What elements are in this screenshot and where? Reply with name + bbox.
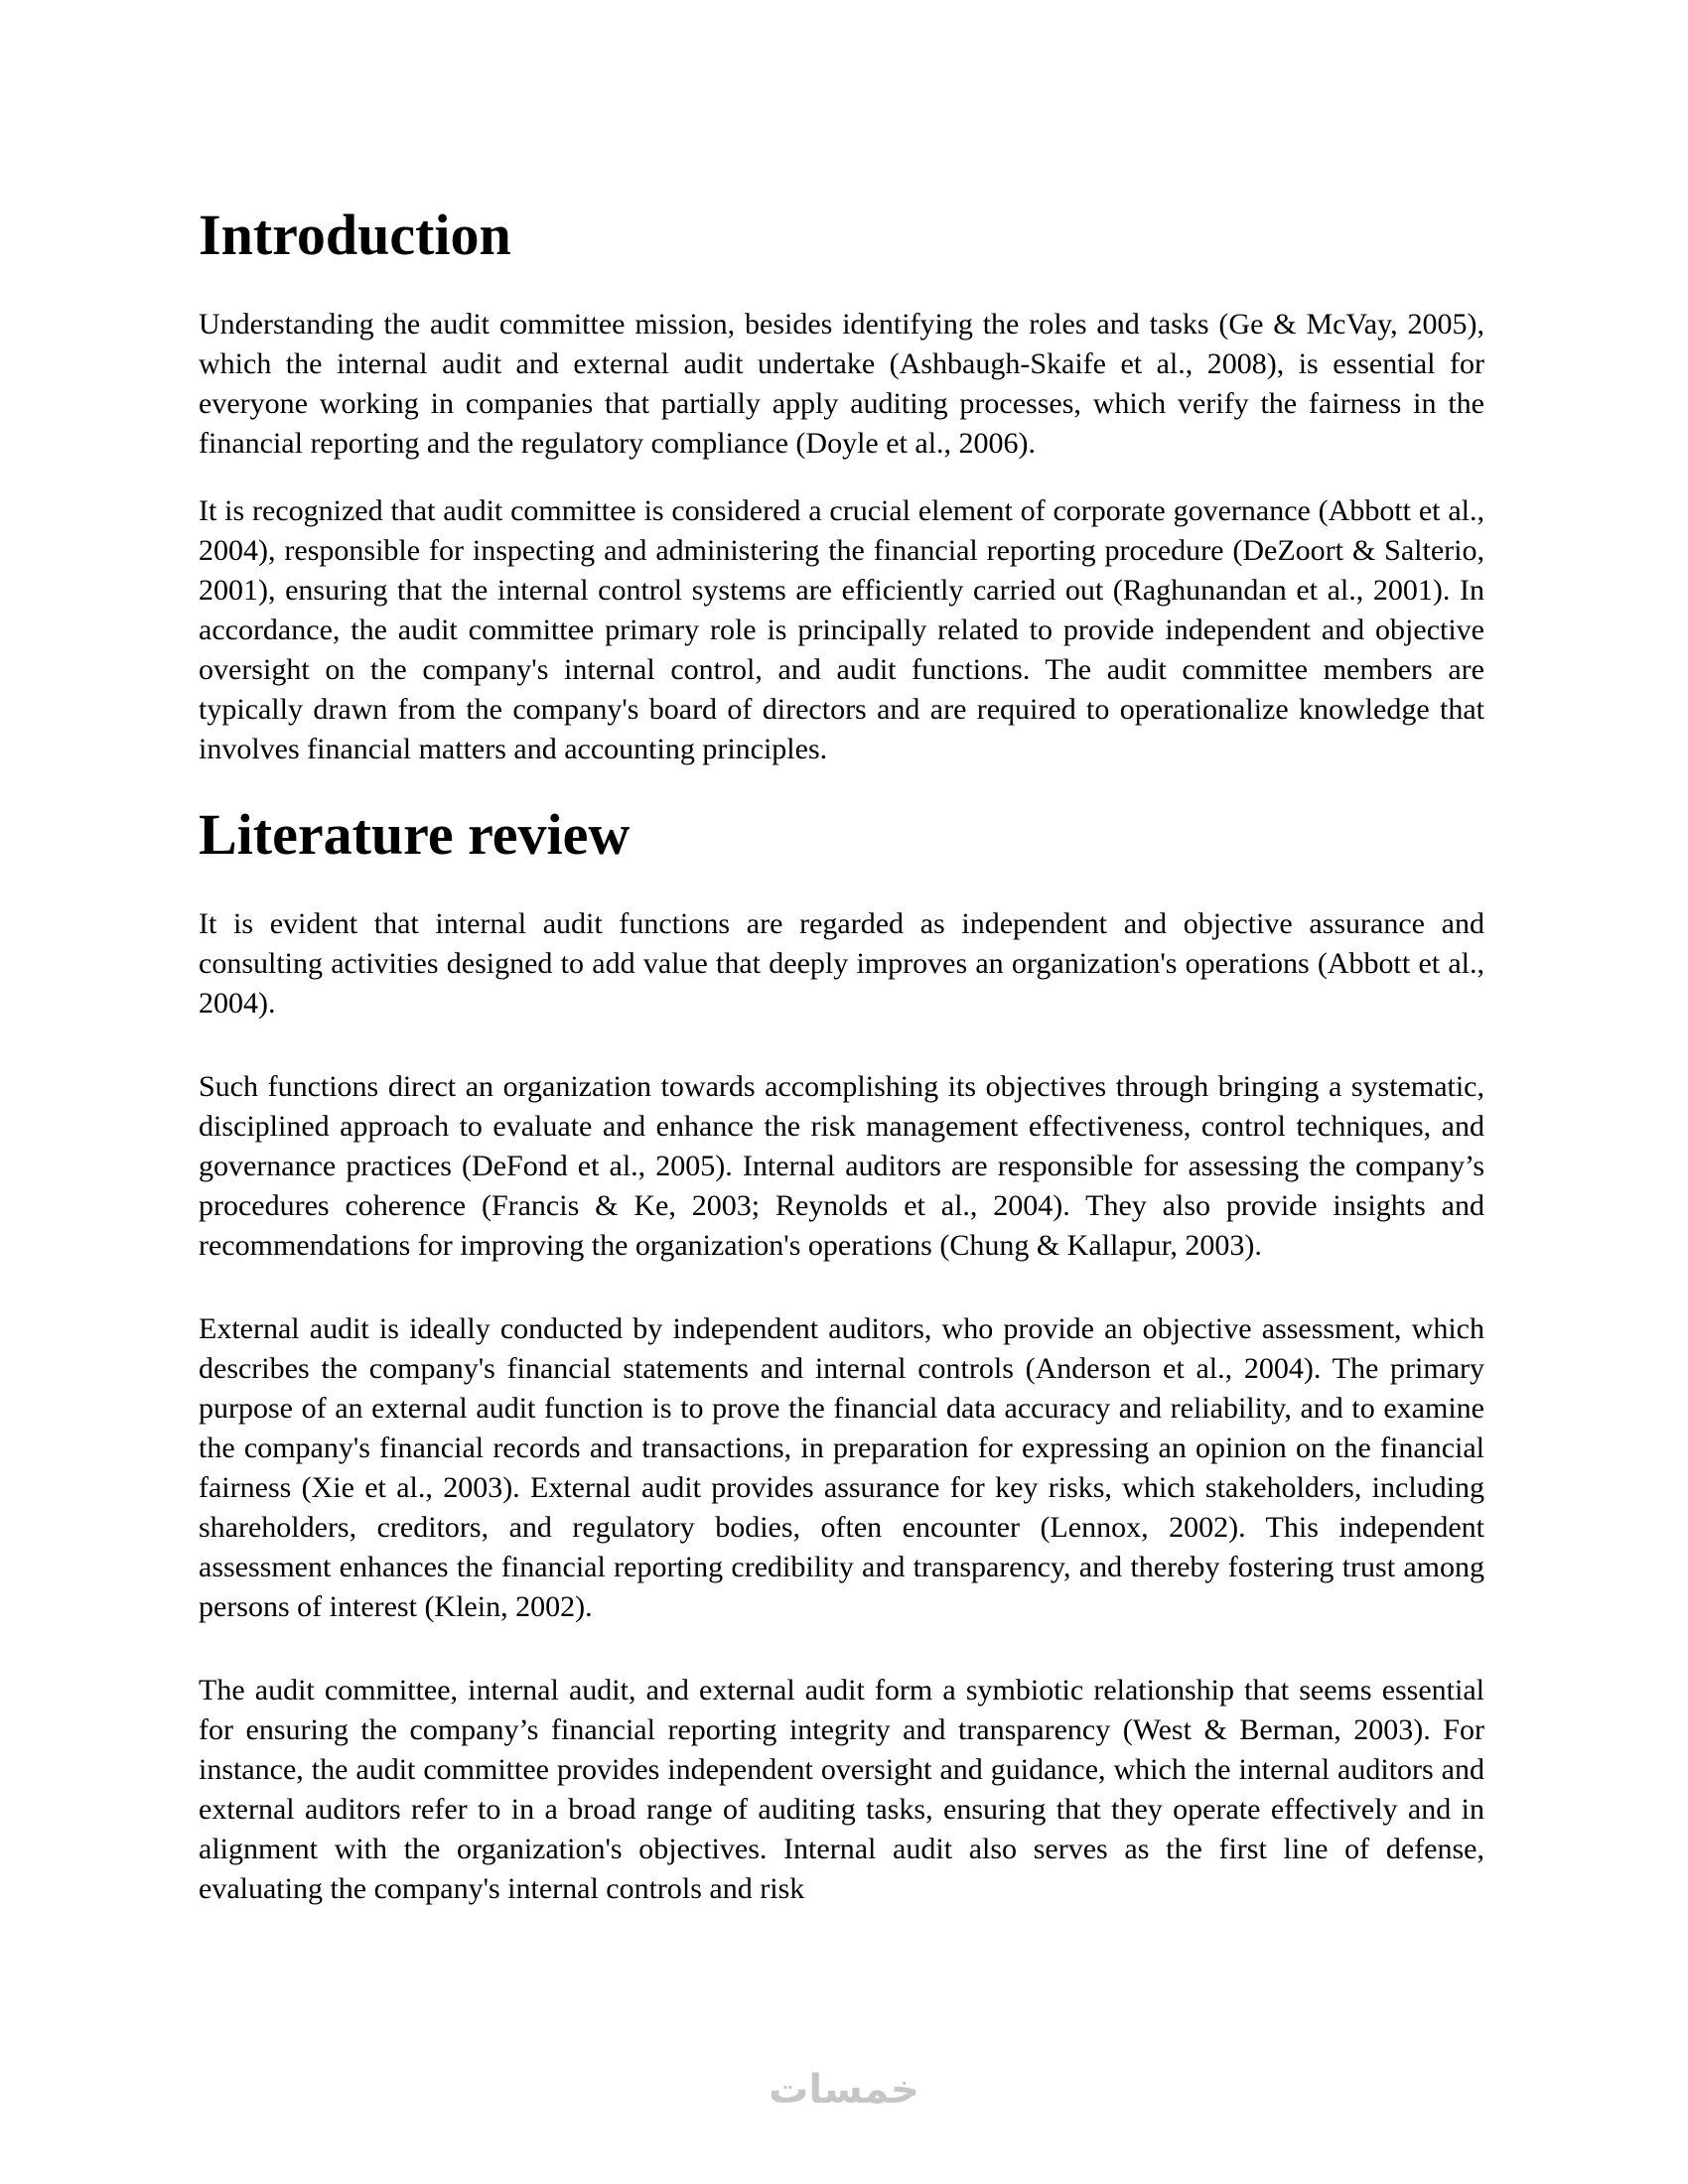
khamsat-watermark: خمسات [769,2067,919,2113]
intro-paragraph-1: Understanding the audit committee mission, besides identifying the roles and tasks (Ge & McVay, 2005), which the internal audit and external audit undertake (Ashbaugh-Skaife et al., 2008), is essential for everyone working in companies that partially apply auditing processes, which verify the fairness in the financial reporting and the regulatory compliance (Doyle et al., 2006). [199,307,1484,460]
literature-paragraph-1: It is evident that internal audit functions are regarded as independent and objective assurance and consulting activities designed to add value that deeply improves an organization's operations (Abbott et al., 2004). [199,906,1484,1020]
literature-paragraph-2: Such functions direct an organization towards accomplishing its objectives through bringing a systematic, disciplined approach to evaluate and enhance the risk management effectiveness, control techniques, and governance practices (DeFond et al., 2005). Internal auditors are responsible for assessing the company’s procedures coherence (Francis & Ke, 2003; Reynolds et al., 2004). They also provide insights and recommendations for improving the organization's operations (Chung & Kallapur, 2003). [199,1069,1484,1262]
heading-literature-review: Literature review [199,801,631,867]
literature-paragraph-4: The audit committee, internal audit, and external audit form a symbiotic relationship that seems essential for ensuring the company’s financial reporting integrity and transparency (West & Berman, 2003). For instance, the audit committee provides independent oversight and guidance, which the internal auditors and external auditors refer to in a broad range of auditing tasks, ensuring that they operate effectively and in alignment with the organization's objectives. Internal audit also serves as the first line of defense, evaluating the company's internal controls and risk [199,1673,1484,1905]
section-literature-review [199,803,1484,1909]
literature-paragraph-3: External audit is ideally conducted by independent auditors, who provide an objective assessment, which describes the company's financial statements and internal controls (Anderson et al., 2004). The primary purpose of an external audit function is to prove the financial data accuracy and reliability, and to examine the company's financial records and transactions, in preparation for expressing an opinion on the financial fairness (Xie et al., 2003). External audit provides assurance for key risks, which stakeholders, including shareholders, creditors, and regulatory bodies, often encounter (Lennox, 2002). This independent assessment enhances the financial reporting credibility and transparency, and thereby fostering trust among persons of interest (Klein, 2002). [199,1311,1484,1623]
section-introduction [199,204,1484,769]
intro-paragraph-2: It is recognized that audit committee is considered a crucial element of corporate governance (Abbott et al., 2004), responsible for inspecting and administering the financial reporting procedure (DeZoort & Salterio, 2001), ensuring that the internal control systems are efficiently carried out (Raghunandan et al., 2001). In accordance, the audit committee primary role is principally related to provide independent and objective oversight on the company's internal control, and audit functions. The audit committee members are typically drawn from the company's board of directors and are required to operationalize knowledge that involves financial matters and accounting principles. [199,493,1484,765]
heading-introduction: Introduction [199,203,511,267]
